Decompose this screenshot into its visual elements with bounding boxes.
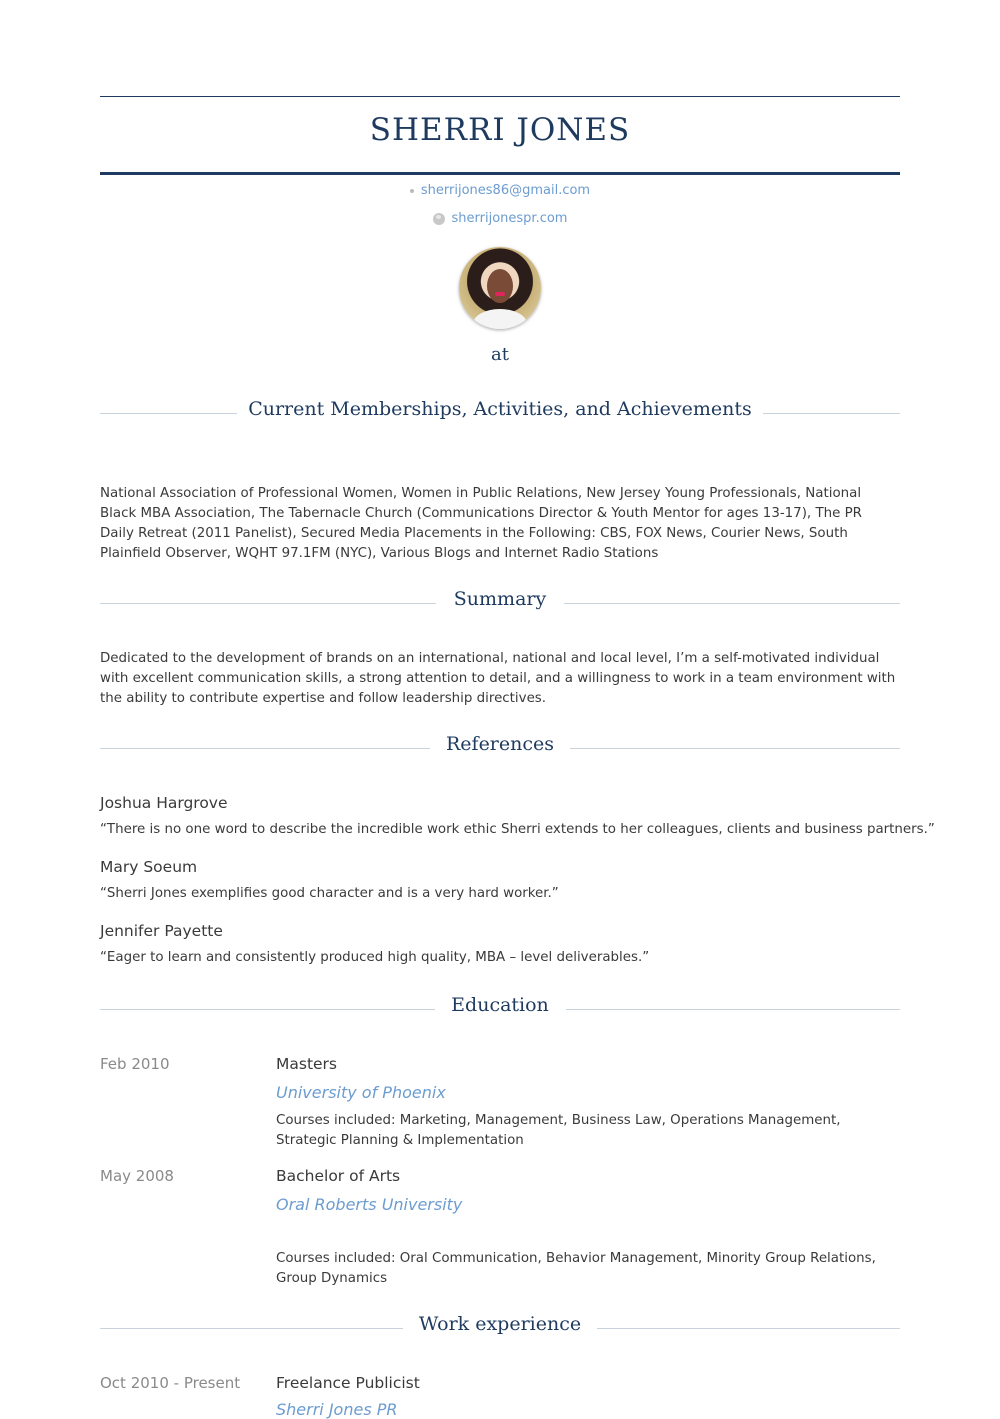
work-company[interactable]: Sherri Jones PR [276,1400,398,1419]
reference-quote: “There is no one word to describe the incredible work ethic Sherri extends to her colleagues, clients and business partners.” [100,822,935,837]
reference-quote: “Eager to learn and consistently produced high quality, MBA – level deliverables.” [100,950,650,965]
memberships-heading [100,396,900,426]
avatar-lips [495,292,505,296]
name-underline [100,172,900,175]
avatar [459,247,541,329]
education-school[interactable]: University of Phoenix [276,1083,446,1102]
website-row [100,210,900,228]
section-title: Education [451,994,549,1016]
work-role: Freelance Publicist [276,1374,420,1392]
headline: at [491,344,509,365]
top-rule [100,96,900,97]
education-details: Courses included: Marketing, Management, Business Law, Operations Management, Strategic Planning & Implementation [276,1113,841,1148]
email-link[interactable]: sherrijones86@gmail.com [420,183,591,198]
candidate-name: SHERRI JONES [369,112,631,148]
education-degree: Bachelor of Arts [276,1167,401,1185]
education-heading [100,992,900,1022]
section-title: Work experience [418,1313,582,1335]
education-degree: Masters [276,1055,338,1073]
summary-heading [100,586,900,616]
section-title: References [445,733,555,755]
work-heading [100,1311,900,1341]
education-date: May 2008 [100,1167,174,1185]
education-details: Courses included: Oral Communication, Behavior Management, Minority Group Relations, Group Dynamics [276,1251,876,1286]
avatar-shirt [473,309,527,329]
reference-name: Jennifer Payette [100,922,223,940]
memberships-text: National Association of Professional Women, Women in Public Relations, New Jersey Young Professionals, National Black MBA Association, The Tabernacle Church (Communications Director & Youth Mentor for ages 13-17), The PR Daily Retreat (2011 Panelist), Secured Media Placements in the Following: CBS, FOX News, Courier News, South Plainfield Observer, WQHT 97.1FM (NYC), Various Blogs and Internet Radio Stations [100,486,862,561]
references-heading [100,731,900,761]
reference-name: Joshua Hargrove [100,794,228,812]
reference-name: Mary Soeum [100,858,198,876]
reference-quote: “Sherri Jones exemplifies good character and is a very hard worker.” [100,886,559,901]
website-link[interactable]: sherrijonespr.com [451,211,568,226]
education-date: Feb 2010 [100,1055,170,1073]
avatar-face [487,269,513,303]
globe-icon [433,213,445,225]
work-date: Oct 2010 - Present [100,1374,241,1392]
email-row [100,182,900,200]
education-school[interactable]: Oral Roberts University [276,1195,463,1214]
email-icon [410,189,414,193]
summary-text: Dedicated to the development of brands on an international, national and local level, I’m a self-motivated individual with excellent communication skills, a strong attention to detail, and a willingness to work in a team environment with the ability to contribute expertise and follow leadership directives. [100,651,896,706]
section-title: Current Memberships, Activities, and Achievements [248,398,752,420]
section-title: Summary [453,588,547,610]
